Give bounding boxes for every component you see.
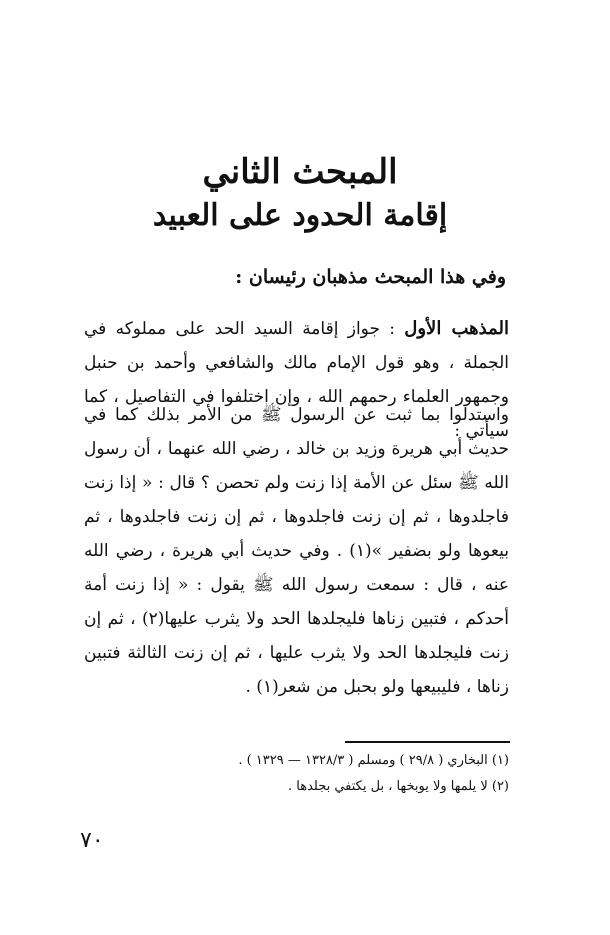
paragraph-evidence: واستدلوا بما ثبت عن الرسول ﷺ من الأمر بذلك كما في حديث أبي هريرة وزيد بن خالد ، رضي الله عنهما ، أن رسول الله ﷺ سئل عن الأمة إذا زنت ولم تحصن ؟ قال : « إذا زنت فاجلدوها ، ثم إن زنت فاجلدوها ، ثم إن زنت فاجلدوها ، ثم بيعوها ولو بضفير »(١) . وفي حديث أبي هريرة ، رضي الله عنه ، قال : سمعت رسول الله ﷺ يقول : « إذا زنت أمة أحدكم ، فتبين زناها فليجلدها الحد ولا يثرب عليها(٢) ، ثم إن زنت فليجلدها الحد ولا يثرب عليها ، ثم إن زنت الثالثة فتبين زناها ، فليبيعها ولو بحبل من شعر(١) . [84, 405, 509, 697]
footnote-item: (١) البخاري ( ٢٩/٨ ) ومسلم ( ١٣٢٨/٣ — ١٣٢٩ ) . [238, 753, 509, 768]
page-number: ٧٠ [80, 828, 104, 853]
paragraph-lead: المذهب الأول [404, 318, 509, 339]
section-title: المبحث الثاني [202, 152, 398, 192]
footnote-separator [345, 741, 510, 743]
footnote-item: (٢) لا يلمها ولا يوبخها ، بل يكتفي بجلدها . [288, 779, 509, 794]
section-subtitle: إقامة الحدود على العبيد [152, 198, 448, 233]
paragraph-body: : جواز إقامة السيد الحد على مملوكه في الجملة ، وهو قول الإمام مالك والشافعي وأحمد بن حنبل وجمهور العلماء رحمهم الله ، وإن اختلفوا في التفاصيل ، كما سيأتي : [84, 319, 509, 441]
footnotes [84, 748, 509, 800]
intro-line: وفي هذا المبحث مذهبان رئيسان : [235, 266, 506, 288]
